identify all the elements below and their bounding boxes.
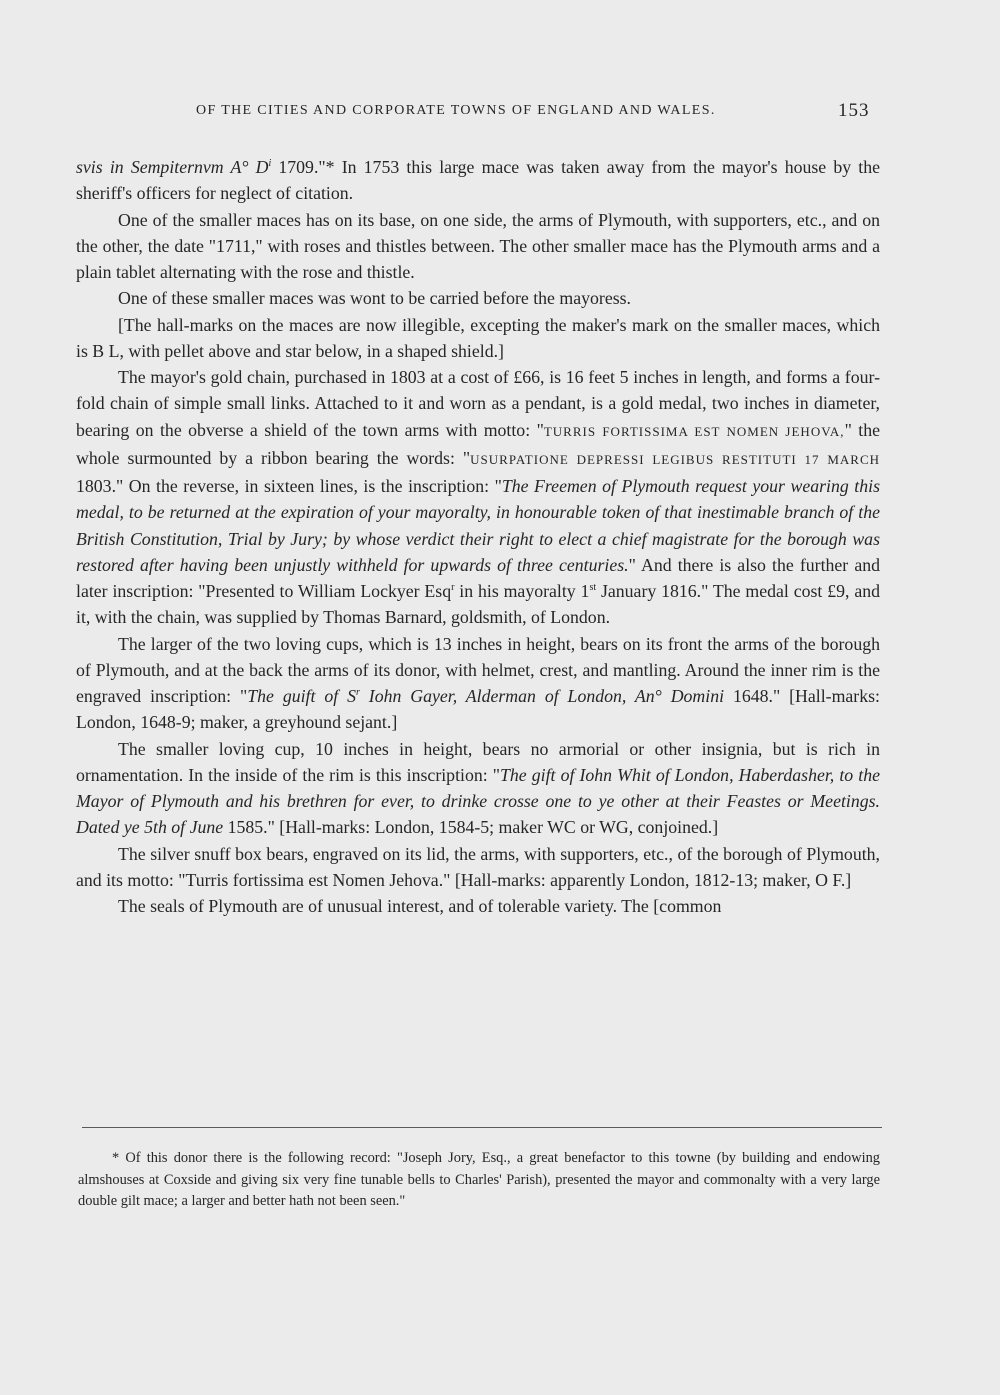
- text-span: The smaller loving cup, 10 inches in height, bears no armorial or other insignia, but is rich in ornamentation. In the inside of the rim is this inscription: ": [76, 738, 880, 785]
- superscript: r: [355, 687, 360, 699]
- text-span: " the whole surmounted by a ribbon bearing the words: ": [76, 419, 880, 468]
- running-head: [0, 100, 1000, 127]
- text-span: 1709."* In 1753 this large mace was taken away from the mayor's house by the sheriff's officers for neglect of citation.: [76, 157, 881, 204]
- motto-small-caps: TURRIS FORTISSIMA EST NOMEN JEHOVA,: [543, 423, 845, 439]
- footnote-rule: [82, 1127, 882, 1128]
- footnote: [78, 1148, 880, 1213]
- text-span: January 1816." The medal cost £9, and it, with the chain, was supplied by Thomas Barnard, goldsmith, of London.: [76, 581, 880, 628]
- text-span: 1803." On the reverse, in sixteen lines, is the inscription: ": [76, 476, 502, 496]
- text-span: " And there is also the further and later inscription: "Presented to William Lockyer Esq: [76, 554, 880, 601]
- ribbon-small-caps: USURPATIONE DEPRESSI LEGIBUS RESTITUTI 17 MARCH: [470, 451, 880, 467]
- paragraph-gold-chain: [76, 364, 880, 631]
- body-text: [76, 154, 880, 919]
- text-span: The mayor's gold chain, purchased in 1803 at a cost of £66, is 16 feet 5 inches in length, and forms a four-fold chain of simple small links. Attached to it and worn as a pendant, is a gold medal, two inches in diameter, bearing on the obverse a shield of the town arms with motto: ": [76, 367, 880, 440]
- superscript: i: [268, 158, 272, 170]
- superscript: r: [451, 582, 455, 594]
- paragraph-mayoress: One of these smaller maces was wont to be carried before the mayoress.: [118, 288, 631, 309]
- text-span: The larger of the two loving cups, which is 13 inches in height, bears on its front the arms of the borough of Plymouth, and at the back the arms of its donor, with helmet, crest, and mantling. Around the inner rim is the engraved inscription: ": [76, 633, 880, 706]
- cup-inscription: The guift of S: [247, 686, 356, 706]
- cup-inscription: Iohn Gayer, Alderman of London, An° Domini: [359, 686, 725, 706]
- running-title: OF THE CITIES AND CORPORATE TOWNS OF ENGLAND AND WALES.: [196, 103, 716, 118]
- superscript: st: [589, 582, 597, 594]
- footnote-text: * Of this donor there is the following record: "Joseph Jory, Esq., a great benefactor to this towne (by building and endowing almshouses at Coxside and giving six very fine tunable bells to Charles' Parish), presented the mayor and commonalty with a very large double gilt mace; a larger and better hath not been seen.": [78, 1150, 880, 1209]
- paragraph-continuation: [76, 154, 880, 207]
- cup-inscription: The gift of Iohn Whit of London, Haberdasher, to the Mayor of Plymouth and his brethren for ever, to drinke crosse one to ye other at their Feastes or Meetings. Dated ye 5th of June: [76, 764, 880, 838]
- paragraph-smaller-maces: One of the smaller maces has on its base, on one side, the arms of Plymouth, with supporters, etc., and on the other, the date "1711," with roses and thistles between. The other smaller mace has the Plymouth arms and a plain tablet alternating with the rose and thistle.: [76, 209, 880, 282]
- text-span: svis in Sempiternvm A° D: [76, 157, 269, 177]
- text-span: 1648." [Hall-marks: London, 1648-9; maker, a greyhound sejant.]: [76, 686, 880, 733]
- paragraph-snuff-box: The silver snuff box bears, engraved on its lid, the arms, with supporters, etc., of the borough of Plymouth, and its motto: "Turris fortissima est Nomen Jehova." [Hall-marks: apparently London, 1812-13; maker, O F.]: [76, 843, 880, 890]
- paragraph-smaller-loving-cup: [76, 736, 880, 841]
- page-number: 153: [838, 100, 870, 121]
- text-span: in his mayoralty 1: [454, 581, 590, 601]
- medal-inscription: The Freemen of Plymouth request your wearing this medal, to be returned at the expiration of your mayoralty, in honourable token of that inestimable branch of the British Constitution, Trial by Jury; by whose verdict their right to elect a chief magistrate for the borough was restored after having been unjustly withheld for upwards of three centuries.: [76, 476, 880, 575]
- paragraph-hall-marks: [The hall-marks on the maces are now illegible, excepting the maker's mark on the smaller maces, which is B L, with pellet above and star below, in a shaped shield.]: [76, 314, 880, 361]
- paragraph-larger-loving-cup: [76, 631, 880, 736]
- text-span: 1585." [Hall-marks: London, 1584-5; maker WC or WG, conjoined.]: [223, 817, 719, 838]
- paragraph-seals: The seals of Plymouth are of unusual interest, and of tolerable variety. The [common: [118, 896, 722, 916]
